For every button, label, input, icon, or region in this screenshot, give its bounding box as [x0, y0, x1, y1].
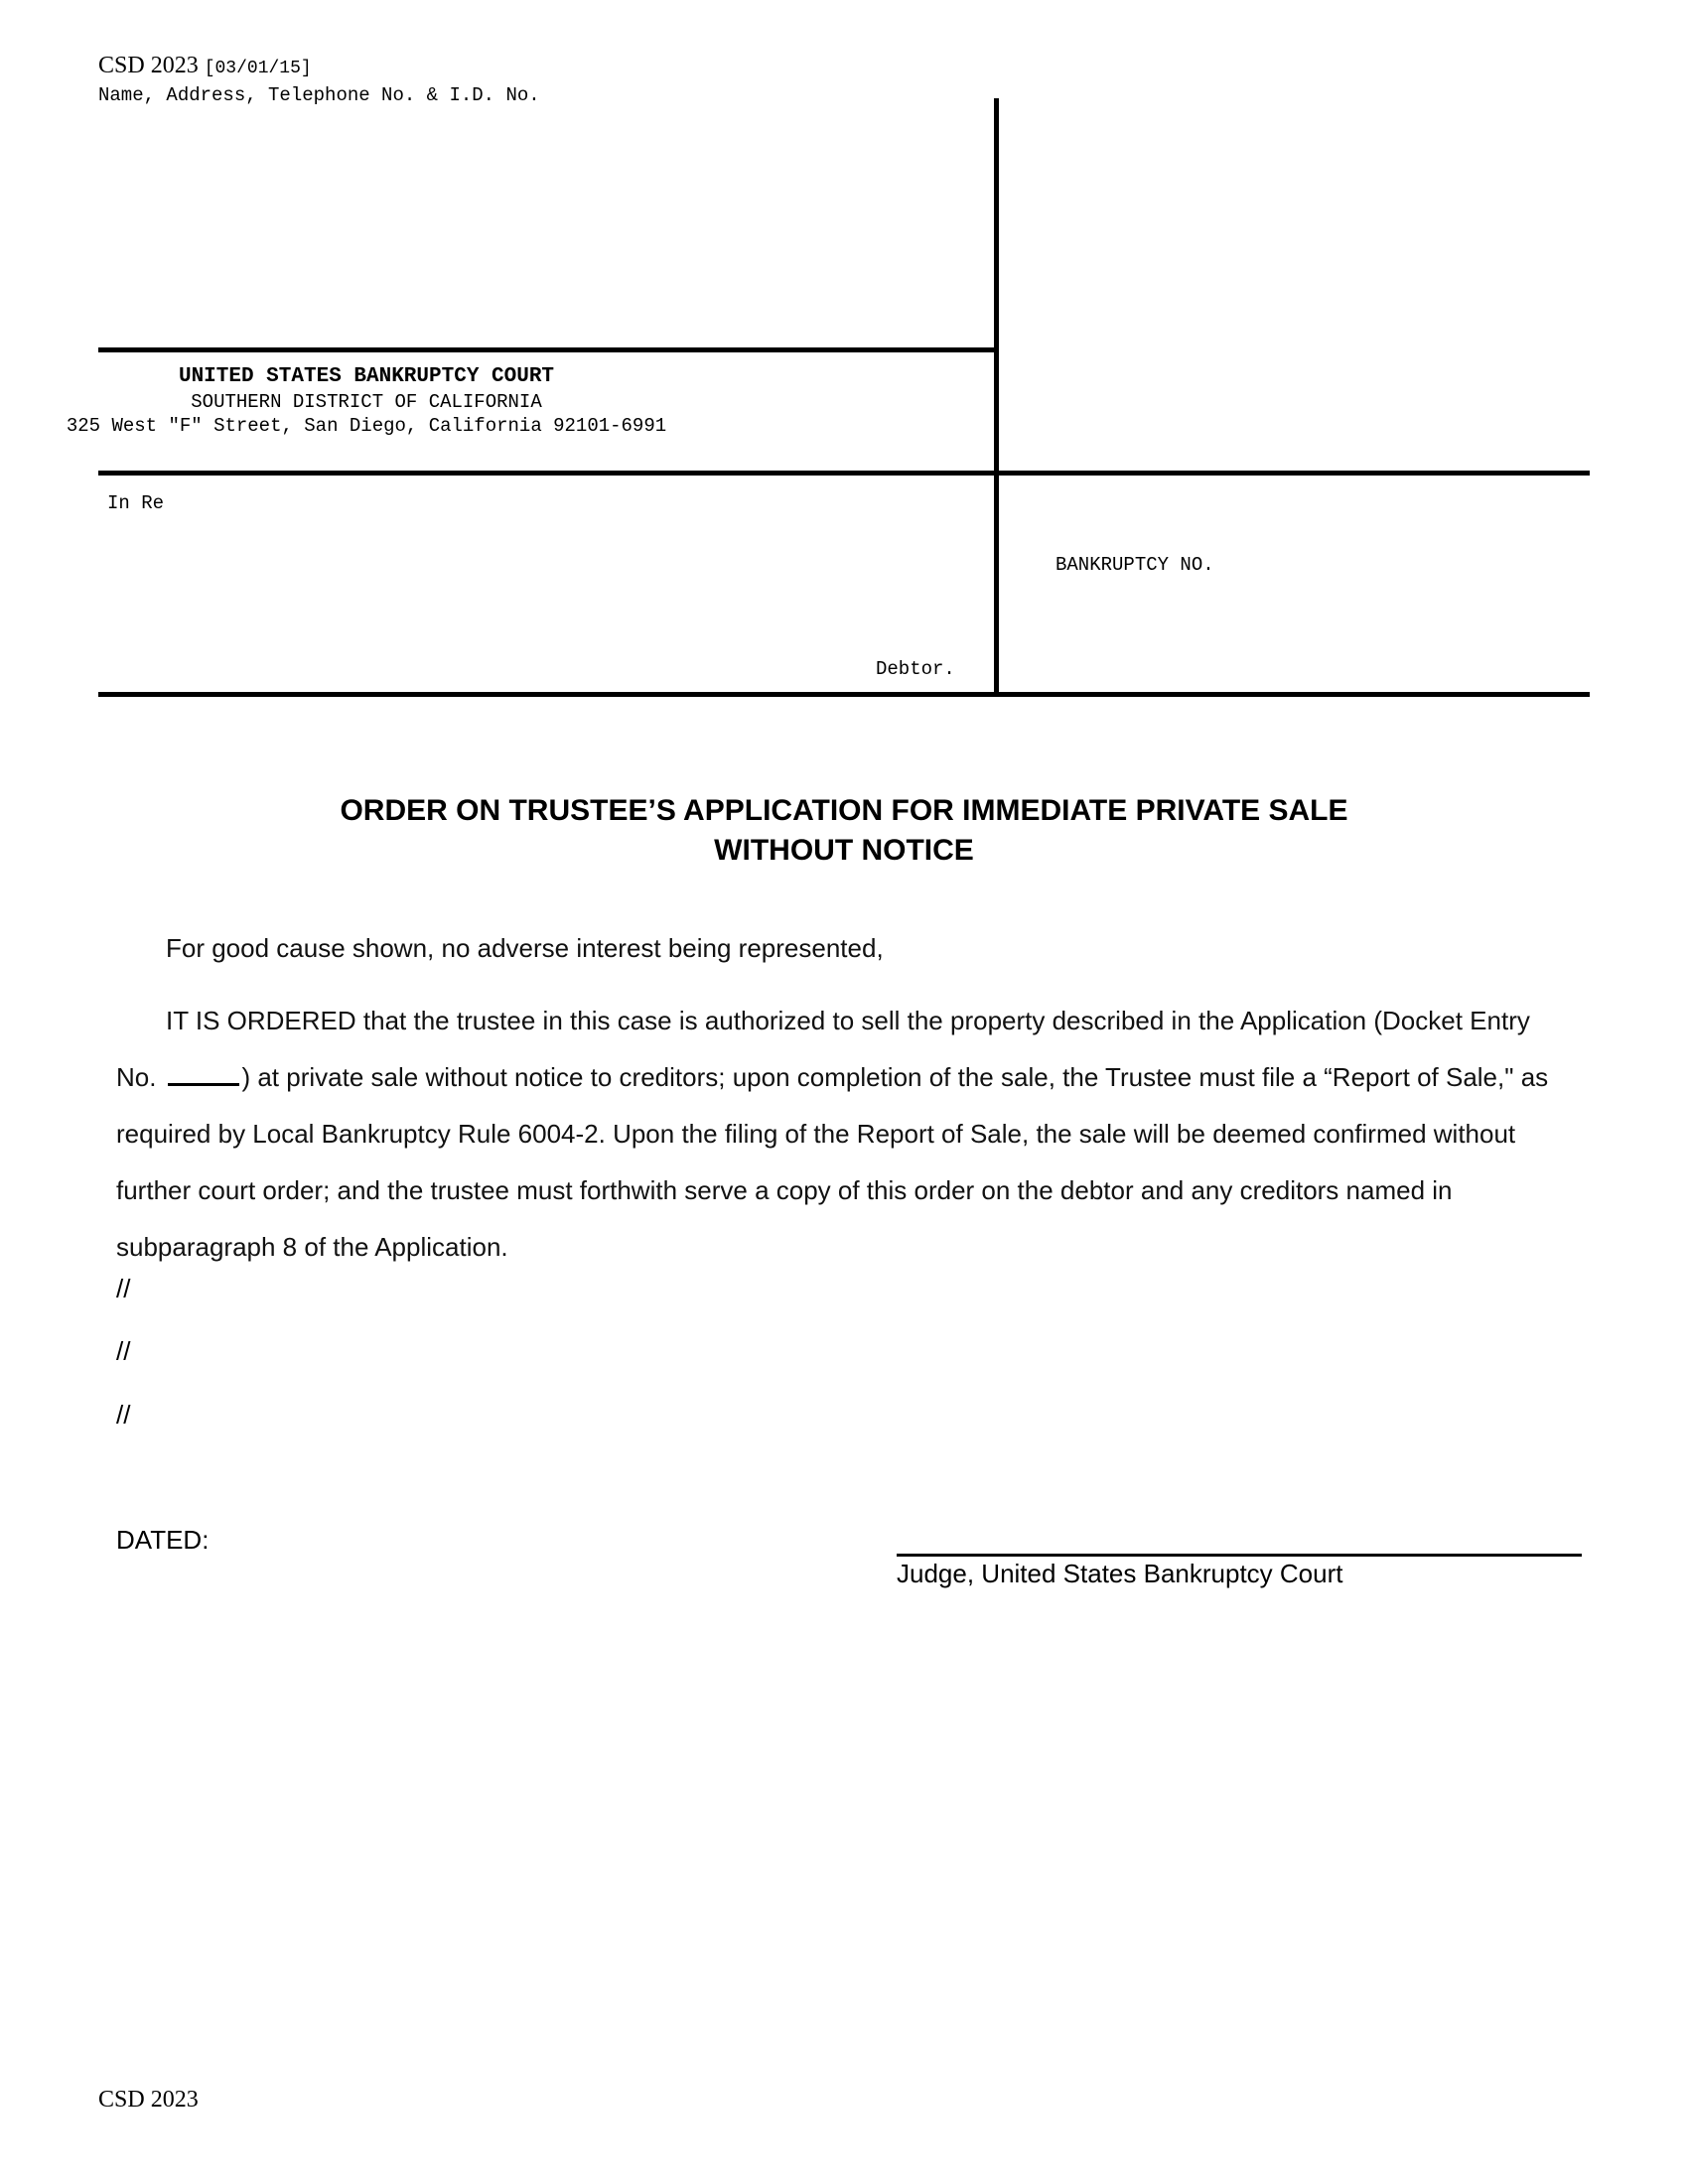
- in-re-label: In Re: [107, 492, 165, 514]
- order-text-part-1: IT IS ORDERED that the trustee in this case is authorized to sell the property described in the Application (Docket Entry No.: [116, 1006, 1530, 1092]
- court-block: [66, 364, 992, 438]
- order-text-part-2: ) at private sale without notice to creditors; upon completion of the sale, the Trustee must file a “Report of Sale," as required by Local Bankruptcy Rule 6004-2. Upon the filing of the Report of Sale, the sale will be deemed confirmed without further court order; and the trustee must forthwith serve a copy of this order on the debtor and any creditors named in subparagraph 8 of the Application.: [116, 1062, 1549, 1262]
- continuation-slashes-3: //: [116, 1400, 131, 1430]
- order-title-line-2: WITHOUT NOTICE: [714, 834, 974, 867]
- caption-top-rule: [98, 471, 1590, 476]
- caption-bottom-rule: [98, 692, 1590, 697]
- form-code: [98, 53, 312, 79]
- dated-label: DATED:: [116, 1525, 210, 1555]
- attorney-info-label: Name, Address, Telephone No. & I.D. No.: [98, 84, 540, 106]
- court-name: UNITED STATES BANKRUPTCY COURT: [178, 365, 555, 388]
- vertical-divider: [994, 98, 999, 694]
- court-address: 325 West "F" Street, San Diego, California 92101-6991: [66, 415, 667, 437]
- court-block-top-rule: [98, 347, 998, 352]
- continuation-slashes-1: //: [116, 1274, 131, 1303]
- order-title-line-1: ORDER ON TRUSTEE’S APPLICATION FOR IMMEDIATE PRIVATE SALE: [340, 794, 1348, 827]
- form-revision-date: [03/01/15]: [204, 59, 312, 78]
- continuation-slashes-2: //: [116, 1336, 131, 1366]
- footer-form-code: CSD 2023: [98, 2087, 199, 2113]
- form-code-number: CSD 2023: [98, 53, 199, 78]
- docket-entry-blank: [168, 1063, 239, 1086]
- bankruptcy-number-label: BANKRUPTCY NO.: [1055, 554, 1214, 576]
- intro-paragraph: For good cause shown, no adverse interest being represented,: [166, 933, 884, 963]
- order-title: [0, 791, 1688, 871]
- judge-signature-line: [897, 1554, 1582, 1557]
- court-district: SOUTHERN DISTRICT OF CALIFORNIA: [191, 391, 542, 413]
- judge-label: Judge, United States Bankruptcy Court: [897, 1559, 1343, 1588]
- order-paragraph: [116, 993, 1566, 1276]
- debtor-label: Debtor.: [876, 658, 955, 680]
